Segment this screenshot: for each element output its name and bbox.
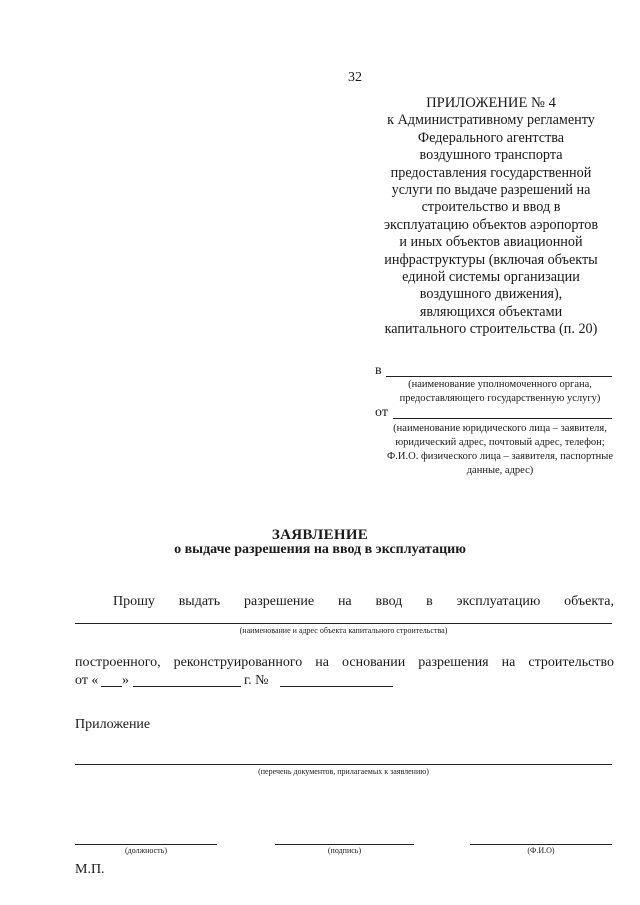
- name-caption: (Ф.И.О): [527, 846, 555, 855]
- attachment-label: Приложение: [75, 717, 151, 732]
- appendix-line: услуги по выдаче разрешений на: [391, 182, 591, 199]
- signature-caption: (подпись): [327, 846, 362, 855]
- appendix-line: предоставления государственной: [390, 164, 592, 181]
- object-caption: (наименование и адрес объекта капитального строительства): [239, 626, 448, 635]
- attachment-field-line[interactable]: [75, 764, 612, 765]
- from-caption-line: данные, адрес): [466, 465, 534, 476]
- object-field-line[interactable]: [75, 623, 612, 624]
- from-caption-line: (наименование юридического лица – заявителя,: [393, 423, 607, 434]
- to-caption-line: предоставляющего государственную услугу): [399, 393, 601, 404]
- appendix-line: капитального строительства (п. 20): [384, 321, 598, 338]
- signature-field-line[interactable]: [275, 844, 414, 845]
- request-word: объекта,: [564, 594, 614, 609]
- from-caption: [372, 422, 628, 478]
- built-word: построенного,: [75, 655, 161, 670]
- to-caption: [372, 378, 628, 406]
- appendix-line: воздушного транспорта: [419, 147, 563, 164]
- year-suffix: г. №: [244, 673, 269, 688]
- request-word: выдать: [178, 594, 221, 609]
- appendix-line: единой системы организации: [402, 269, 580, 286]
- built-word: строительство: [528, 655, 614, 670]
- appendix-line: являющихся объектами: [419, 303, 563, 320]
- attachment-caption: (перечень документов, прилагаемых к заявлению): [258, 767, 429, 776]
- to-field-line[interactable]: [386, 376, 612, 377]
- appendix-line: Федерального агентства: [417, 129, 565, 146]
- request-word: эксплуатацию: [456, 594, 541, 609]
- request-word: Прошу: [113, 594, 155, 609]
- page-number: 32: [348, 70, 362, 85]
- built-line: [75, 655, 614, 671]
- appendix-line: воздушного движения),: [419, 286, 563, 303]
- appendix-line: к Административному регламенту: [387, 112, 595, 129]
- from-caption-line: Ф.И.О. физического лица – заявителя, паспортные: [386, 451, 614, 462]
- appendix-line: строительство и ввод в: [421, 199, 561, 216]
- from-caption-line: юридический адрес, почтовый адрес, телефон;: [395, 437, 605, 448]
- appendix-header: [360, 95, 622, 339]
- position-caption: (должность): [125, 846, 167, 855]
- to-caption-line: (наименование уполномоченного органа,: [408, 379, 592, 390]
- request-word: на: [337, 594, 352, 609]
- appendix-line: эксплуатацию объектов аэропортов: [383, 216, 599, 233]
- appendix-line: инфраструктуры (включая объекты: [384, 251, 598, 268]
- from-field-line[interactable]: [393, 418, 612, 419]
- built-word: основании: [342, 655, 406, 670]
- request-word: ввод: [375, 594, 403, 609]
- permit-number-field-line[interactable]: [280, 686, 393, 687]
- appendix-line: ПРИЛОЖЕНИЕ № 4: [426, 95, 556, 111]
- name-field-line[interactable]: [470, 844, 612, 845]
- built-word: разрешения: [418, 655, 489, 670]
- request-word: разрешение: [243, 594, 315, 609]
- built-word: на: [501, 655, 516, 670]
- document-subtitle: о выдаче разрешения на ввод в эксплуатацию: [174, 542, 466, 557]
- request-line: [113, 594, 614, 610]
- built-word: на: [315, 655, 330, 670]
- to-label: в: [375, 363, 382, 378]
- month-field-line[interactable]: [133, 686, 241, 687]
- document-title: ЗАЯВЛЕНИЕ: [271, 527, 369, 543]
- stamp-label: М.П.: [75, 862, 105, 877]
- date-mid: »: [122, 673, 129, 688]
- built-word: реконструированного: [173, 655, 303, 670]
- position-field-line[interactable]: [75, 844, 217, 845]
- date-prefix: от «: [75, 673, 99, 688]
- appendix-line: и иных объектов авиационной: [399, 234, 583, 251]
- day-field-line[interactable]: [101, 686, 122, 687]
- request-word: в: [426, 594, 433, 609]
- from-label: от: [375, 405, 388, 420]
